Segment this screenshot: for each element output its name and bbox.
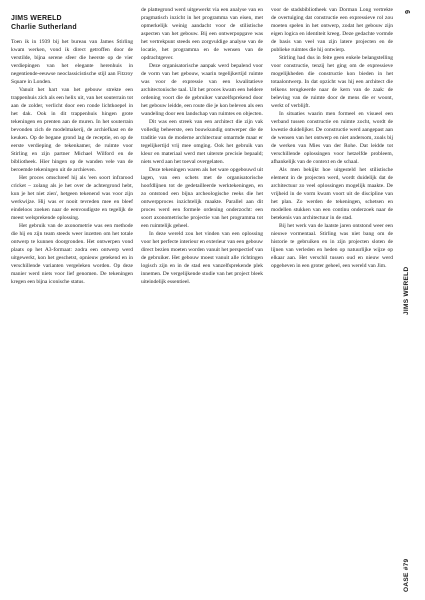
- paragraph: Deze tekeningen waren als het ware opgebouwd uit lagen, van een schets met de organisatorische hoofdlijnen tot de gedetailleerde werktekeningen, en zo ontstond een bijna archeologische reeks die het ontwerpproces inzichtelijk maakte. Parallel aan dit proces werd een formele ordening onderzocht: een soort axonometrische projectie van het programma tot een ruimtelijk geheel.: [141, 167, 263, 229]
- paragraph: Dit was een streek van een architect die zijn vak volledig beheerste, een bouwkundig ontwerper die de traditie van de moderne architectuur omarmde maar er tegelijkertijd vrij mee omging. Ook het gebruik van kleur en materiaal werd met uiterste precisie bepaald; niets werd aan het toeval overgelaten.: [141, 119, 263, 165]
- text-column-2: [141, 6, 263, 286]
- paragraph: Het gebruik van de axonometrie was een methode die hij en zijn team steeds weer inzetten om het totale ontwerp te kunnen doorgronden. Het ontwerpen vond plaats op het A3-formaat: zodra een ontwerp werd uitgewerkt, kon het geschetst, opnieuw getekend en in verschillende varianten vergeleken worden. Op deze manier werd niets voor lief genomen. De tekeningen kregen een bijna iconische status.: [11, 223, 133, 285]
- paragraph: Deze organisatorische aanpak werd bepalend voor de vorm van het gebouw, waarin tegelijkertijd ruimte was voor de expressie van een kwalitatieve architectonische taal. Uit het proces kwam een heldere ordening voort die de gebruiker vanzelfsprekend door het gebouw leidde, een route die je kon beleven als een wandeling door een landschap van ruimtes en objecten.: [141, 63, 263, 117]
- issue-label: [403, 558, 415, 599]
- text-column-3: [271, 6, 393, 270]
- page-number: 6: [403, 10, 410, 14]
- paragraph: In situaties waarin men formeel en visueel een verband tussen constructie en ruimte zocht, wordt de kwestie duidelijker. De constructie werd aangepast aan de wensen van het ontwerp en niet andersom, zoals bij de werken van Mies van der Rohe. Dat leidde tot verschillende oplossingen voor hetzelfde probleem, afhankelijk van de context en de schaal.: [271, 111, 393, 165]
- paragraph: Bij het werk van de laatste jaren ontstond weer een nieuwe vormentaal. Stirling was niet bang om de historie te gebruiken en in zijn projecten sloten de lijnen van verleden en heden op natuurlijke wijze op elkaar aan. Het verschil tussen oud en nieuw werd opgeheven in een groter geheel, een wereld van Jim.: [271, 223, 393, 269]
- paragraph: Het proces omschreef hij als 'een soort infrarood cricket – zolang als je het over de achtergrond hebt, kun je het niet zien', hetgeen tekenend was voor zijn werkwijze. Hij was er nooit tevreden mee en bleef eindeloos zoeken naar de eenvoudigste en tegelijk de meest welsprekende oplossing.: [11, 175, 133, 221]
- byline: [11, 14, 133, 32]
- text-column-1: [11, 14, 133, 286]
- paragraph: Stirling had dus in feite geen enkele belangstelling voor constructie, tenzij het ging om de expressieve mogelijkheden die constructie kon bieden in het totaalontwerp. In dat opzicht was hij een architect die telkens terugkeerde naar de kern van de zaak: de beleving van de ruimte door de mens die er woont, werkt of verblijft.: [271, 55, 393, 109]
- paragraph: Vanuit het hart van het gebouw strekte een trappenhuis zich als een helix uit, van het souterrain tot aan de zolder, verlicht door een ronde lichtkoepel in het dak. Ook in dit trappenhuis hingen grote tekeningen en prenten aan de muren. In het souterrain bevonden zich de modelmakerij, de archiefkast en de keuken. Op de begane grond lag de receptie, en op de eerste verdieping de tekenkamer, de ruimte voor Stirling en zijn partner Michael Wilford en de bibliotheek. Hier hingen op de wanden vele van de beroemde tekeningen uit de archieven.: [11, 87, 133, 173]
- paragraph: Toen ik in 1939 bij het bureau van James Stirling kwam werken, vond ik direct getroffen door de verstilde, bijna serene sfeer die heerste op de vier verdiepingen van het elegante herenhuis in negentiende-eeuwse neoclassicistische stijl aan Fitzroy Square in Londen.: [11, 39, 133, 85]
- paragraph: Als men bekijkt hoe uitgesteld het stilistische element in de projecten werd, wordt duidelijk dat de architectuur zo veel oplossingen mogelijk maakte. De vrijheid in de vorm kwam voort uit de discipline van het plan. Zo werden de tekeningen, schetsen en modellen stukken van een continu onderzoek naar de betekenis van architectuur in de stad.: [271, 167, 393, 221]
- paragraph: In deze wereld zou het vinden van een oplossing voor het perfecte interieur en exterieur van een gebouw direct bezien moeten worden vanuit het perspectief van de gebruiker. Het gebouw moest vanuit alle richtingen logisch zijn en in de stad een vanzelfsprekende plek innemen. De vergelijkende studie van het project bleek uiteindelijk essentieel.: [141, 231, 263, 285]
- author-name: Charlie Sutherland: [11, 24, 77, 31]
- issue-label-text: OASE #79: [403, 558, 410, 592]
- running-title-text: JIMS WERELD: [403, 266, 410, 315]
- paragraph: de plattegrond werd uitgewerkt via een analyse van en pragmatisch inzicht in het programma van eisen, met opmerkelijk weinig aandacht voor de stilistische aspecten van het gebouw. Bij een ontwerpopgave was het vertrekpunt steeds een zorgvuldige analyse van de locatie, het programma en de wensen van de opdrachtgever.: [141, 7, 263, 61]
- paragraph: voor de stadsbibliotheek van Dorman Long vertrekte de overtuiging dat constructie een expressieve rol zou moeten spelen in het ontwerp, zodat het gebouw zijn eigen logica en identiteit kreeg. Deze gedachte vormde de basis van veel van zijn latere projecten en de publieke ruimtes die hij ontwierp.: [271, 7, 393, 53]
- article-title: JIMS WERELD: [11, 15, 62, 22]
- running-title: [403, 266, 415, 322]
